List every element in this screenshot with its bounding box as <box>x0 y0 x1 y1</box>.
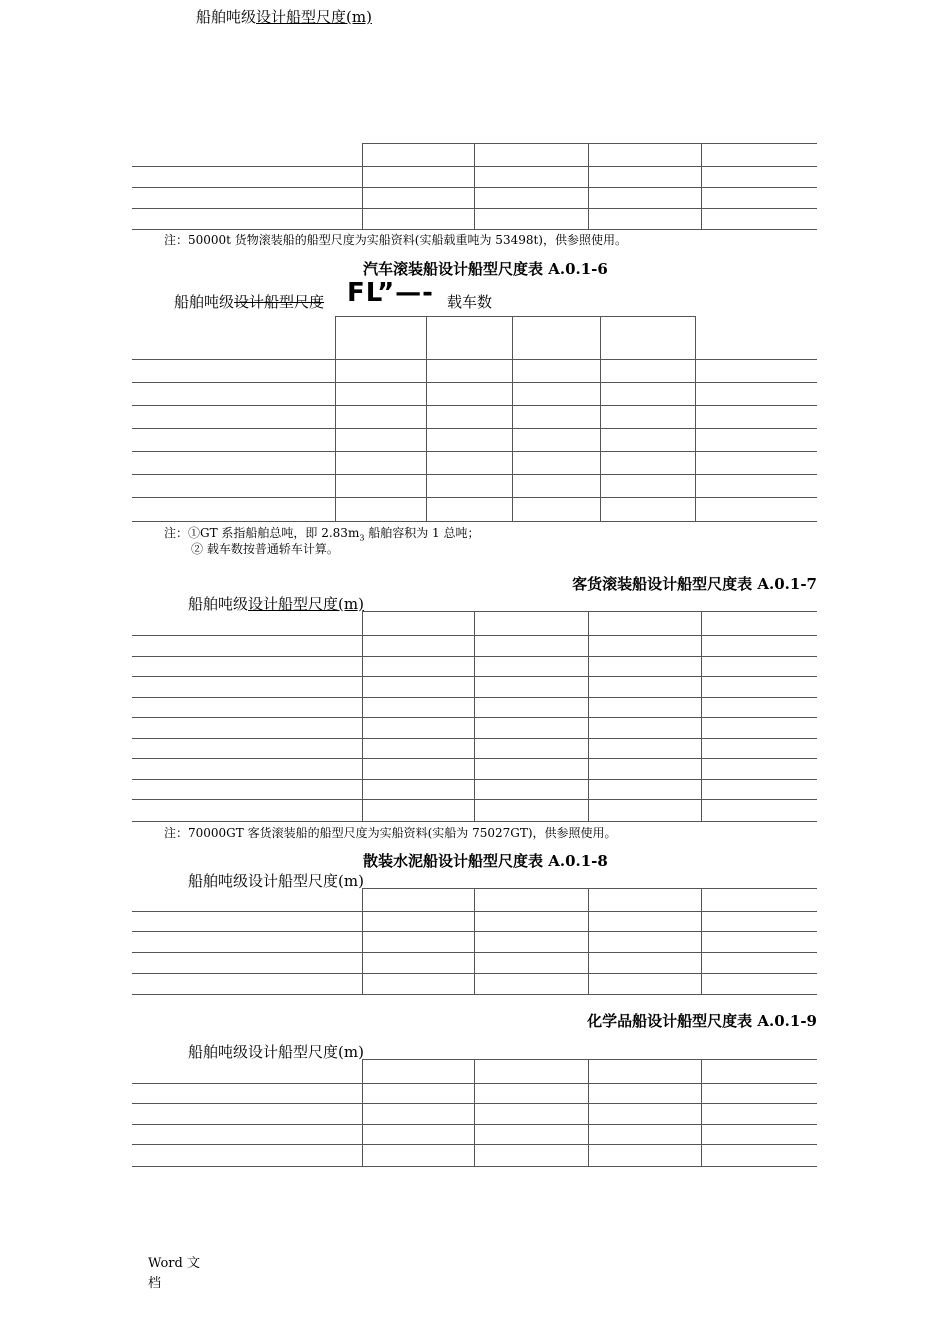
table2-rule <box>335 316 695 317</box>
table4-col-line <box>588 888 589 994</box>
footer-line2: 档 <box>148 1276 162 1291</box>
table2-rule <box>132 359 817 360</box>
table2-rule <box>132 428 817 429</box>
table5-header <box>188 1041 364 1062</box>
page-footer <box>148 1254 200 1294</box>
table2-col-line <box>695 316 696 521</box>
table2-note-line1-sub: 3 <box>359 533 365 543</box>
table2-header-prefix: 船舶吨级 <box>174 293 235 311</box>
table3-header <box>188 593 364 614</box>
table3-rule <box>362 611 817 612</box>
table2-rule <box>132 474 817 475</box>
footer-line1: Word 文 <box>148 1256 200 1271</box>
table5-rule <box>362 1059 817 1060</box>
table4-title: 散装水泥船设计船型尺度表 A.0.1-8 <box>363 852 608 870</box>
table3-note: 注：70000GT 客货滚装船的船型尺度为实船资料(实船为 75027GT)，供参照使用。 <box>164 826 617 840</box>
table4-col-line <box>474 888 475 994</box>
table4-header-unit: (m) <box>338 872 364 890</box>
table5-header-text: 船舶吨级设计船型尺度 <box>188 1043 339 1061</box>
table3-header-prefix: 船舶吨级 <box>188 595 249 613</box>
table1-col-line <box>474 143 475 229</box>
table3-rule <box>132 821 817 822</box>
table1-header-prefix: 船舶吨级 <box>196 8 257 26</box>
table2-rule <box>132 521 817 522</box>
table5-rule <box>132 1166 817 1167</box>
table2-col-line <box>600 316 601 521</box>
table1-col-line <box>701 143 702 229</box>
table2-rule <box>132 497 817 498</box>
table4-header-text: 船舶吨级设计船型尺度 <box>188 872 339 890</box>
table4-col-line <box>701 888 702 994</box>
table5-col-line <box>362 1059 363 1166</box>
table2-note-line2: ② 载车数按普通轿车计算。 <box>191 542 339 556</box>
table2-note-line1-suffix: 船舶容积为 1 总吨； <box>364 526 480 540</box>
table5-col-line <box>701 1059 702 1166</box>
table2-header-struck: 设计船型尺度 <box>234 293 325 311</box>
table1-rule <box>362 143 817 144</box>
table5-col-line <box>588 1059 589 1166</box>
table1-col-line <box>588 143 589 229</box>
table2-title: 汽车滚装船设计船型尺度表 A.0.1-6 <box>363 260 608 278</box>
table4-rule <box>362 888 817 889</box>
table3-col-line <box>701 611 702 821</box>
table2-header <box>174 291 324 312</box>
table3-col-line <box>588 611 589 821</box>
table2-rule <box>132 451 817 452</box>
table5-header-unit: (m) <box>338 1043 364 1061</box>
table2-header-scribble: FL”—- <box>347 278 434 308</box>
table1-rule <box>132 229 817 230</box>
table2-header-suffix: 载车数 <box>447 293 493 311</box>
table5-title: 化学品船设计船型尺度表 A.0.1-9 <box>587 1012 817 1030</box>
table2-rule <box>132 382 817 383</box>
table3-title: 客货滚装船设计船型尺度表 A.0.1-7 <box>572 575 817 593</box>
table3-col-line <box>362 611 363 821</box>
table2-col-line <box>512 316 513 521</box>
table3-col-line <box>474 611 475 821</box>
table2-rule <box>132 405 817 406</box>
table1-col-line <box>362 143 363 229</box>
table2-col-line <box>335 316 336 521</box>
table3-header-underlined: 设计船型尺度(m) <box>248 595 364 613</box>
table2-col-line <box>426 316 427 521</box>
table4-col-line <box>362 888 363 994</box>
table5-col-line <box>474 1059 475 1166</box>
table4-rule <box>132 994 817 995</box>
table1-header-underlined: 设计船型尺度(m) <box>256 8 372 26</box>
table1-note: 注：50000t 货物滚装船的船型尺度为实船资料(实船载重吨为 53498t)，供参照使用。 <box>164 233 627 247</box>
table4-header <box>188 870 364 891</box>
table1-header <box>196 6 372 27</box>
table2-note-line1-prefix: 注：①GT 系指船舶总吨，即 2.83m <box>164 526 360 540</box>
